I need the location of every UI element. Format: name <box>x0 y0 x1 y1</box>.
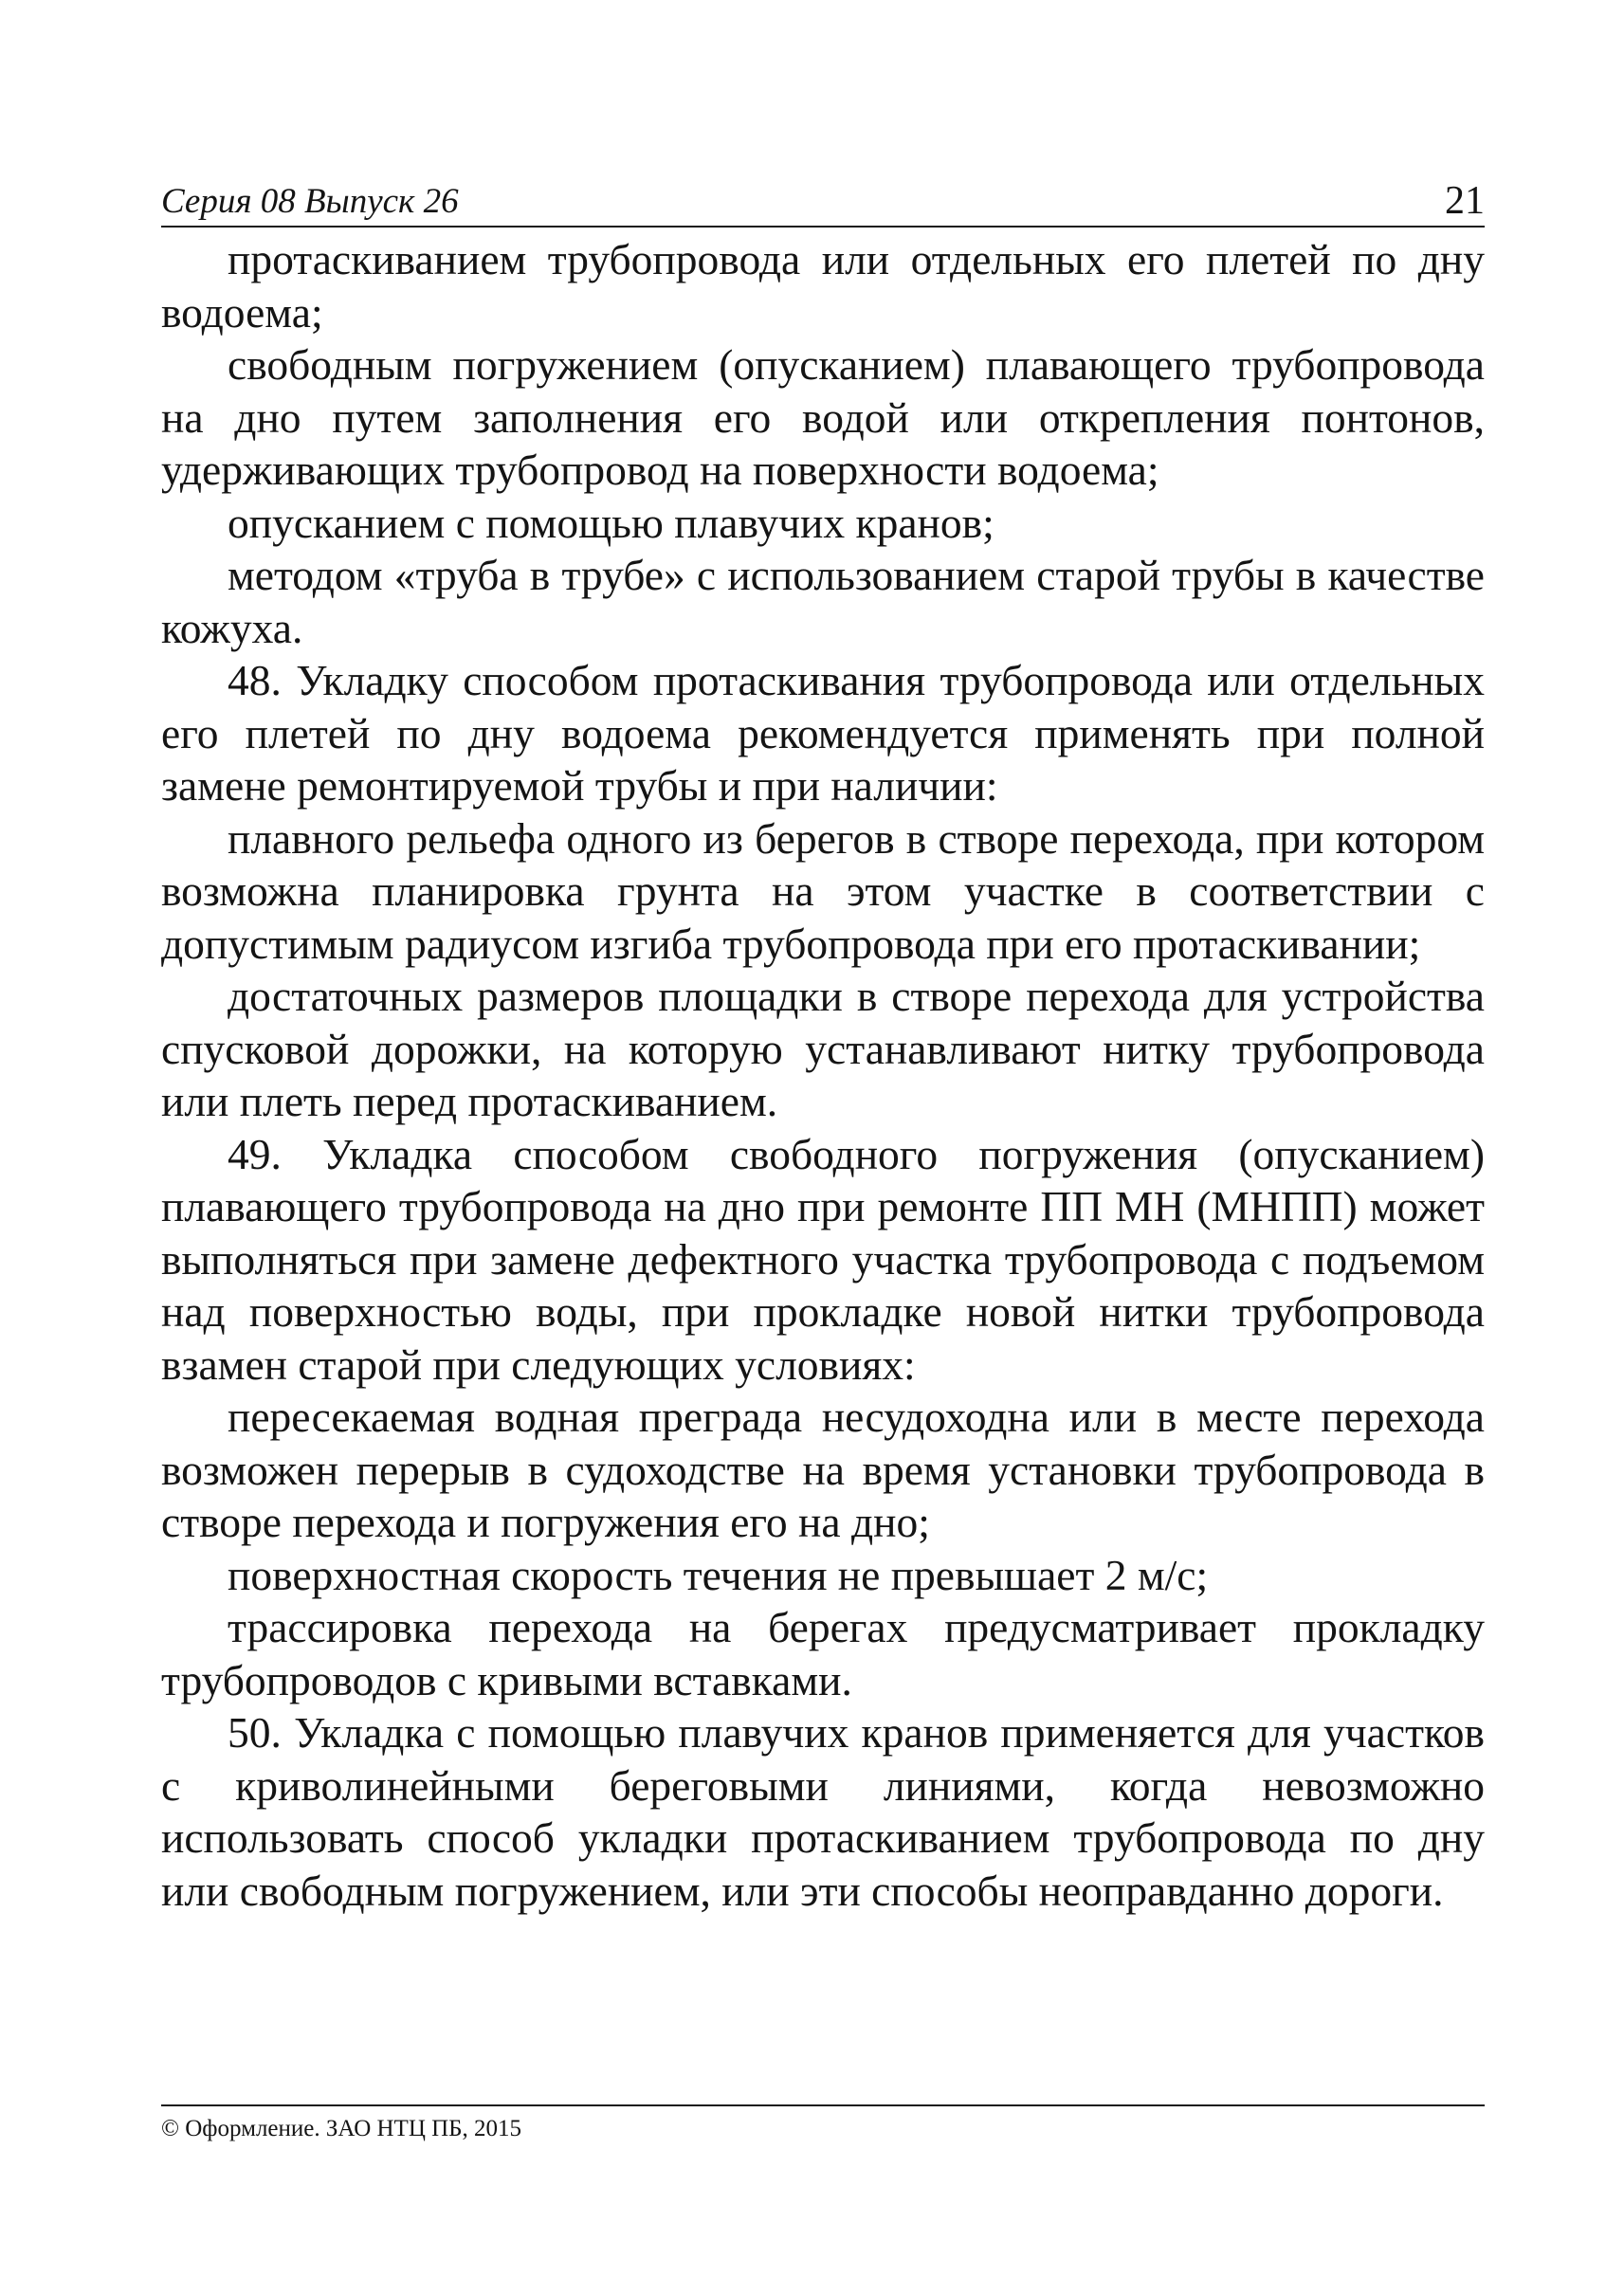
paragraph: протаскиванием трубопровода или отдельных его плетей по дну водоема; <box>161 235 1485 337</box>
paragraph: трассировка перехода на берегах предусматривает прокладку трубопроводов с кривыми вставками. <box>161 1603 1485 1704</box>
paragraph: пересекаемая водная преграда несудоходна или в месте перехода возможен перерыв в судоходстве на время установки трубопровода в створе перехода и погружения его на дно; <box>161 1393 1485 1546</box>
paragraph-49: 49. Укладка способом свободного погружения (опусканием) плавающего трубопровода на дно при ремонте ПП МН (МНПП) может выполняться при замене дефектного участка трубопровода с подъемом над поверхностью воды, при прокладке новой нитки трубопровода взамен старой при следующих условиях: <box>161 1129 1485 1389</box>
body-text <box>161 233 1485 1917</box>
paragraph: методом «труба в трубе» с использованием старой трубы в качестве кожуха. <box>161 551 1485 652</box>
paragraph-48: 48. Укладку способом протаскивания трубопровода или отдельных его плетей по дну водоема рекомендуется применять при полной замене ремонтируемой трубы и при наличии: <box>161 656 1485 810</box>
paragraph-50: 50. Укладка с помощью плавучих кранов применяется для участков с криволинейными береговыми линиями, когда невозможно использовать способ укладки протаскиванием трубопровода по дну или свободным погружением, или эти способы неоправданно дороги. <box>161 1708 1485 1915</box>
page-header <box>161 169 1485 228</box>
page-footer <box>161 2104 1485 2142</box>
paragraph: опусканием с помощью плавучих кранов; <box>228 498 994 547</box>
paragraph: поверхностная скорость течения не превышает 2 м/с; <box>228 1550 1209 1599</box>
paragraph: плавного рельефа одного из берегов в створе перехода, при котором возможна планировка грунта на этом участке в соответствии с допустимым радиусом изгиба трубопровода при его протаскивании; <box>161 813 1485 968</box>
paragraph: достаточных размеров площадки в створе перехода для устройства спусковой дорожки, на которую устанавливают нитку трубопровода или плеть перед протаскиванием. <box>161 972 1485 1125</box>
series-title: Серия 08 Выпуск 26 <box>161 182 459 221</box>
page-number: 21 <box>1445 179 1485 223</box>
copyright-notice: © Оформление. ЗАО НТЦ ПБ, 2015 <box>161 2116 522 2141</box>
paragraph: свободным погружением (опусканием) плавающего трубопровода на дно путем заполнения его водой или открепления понтонов, удерживающих трубопровод на поверхности водоема; <box>161 340 1485 494</box>
